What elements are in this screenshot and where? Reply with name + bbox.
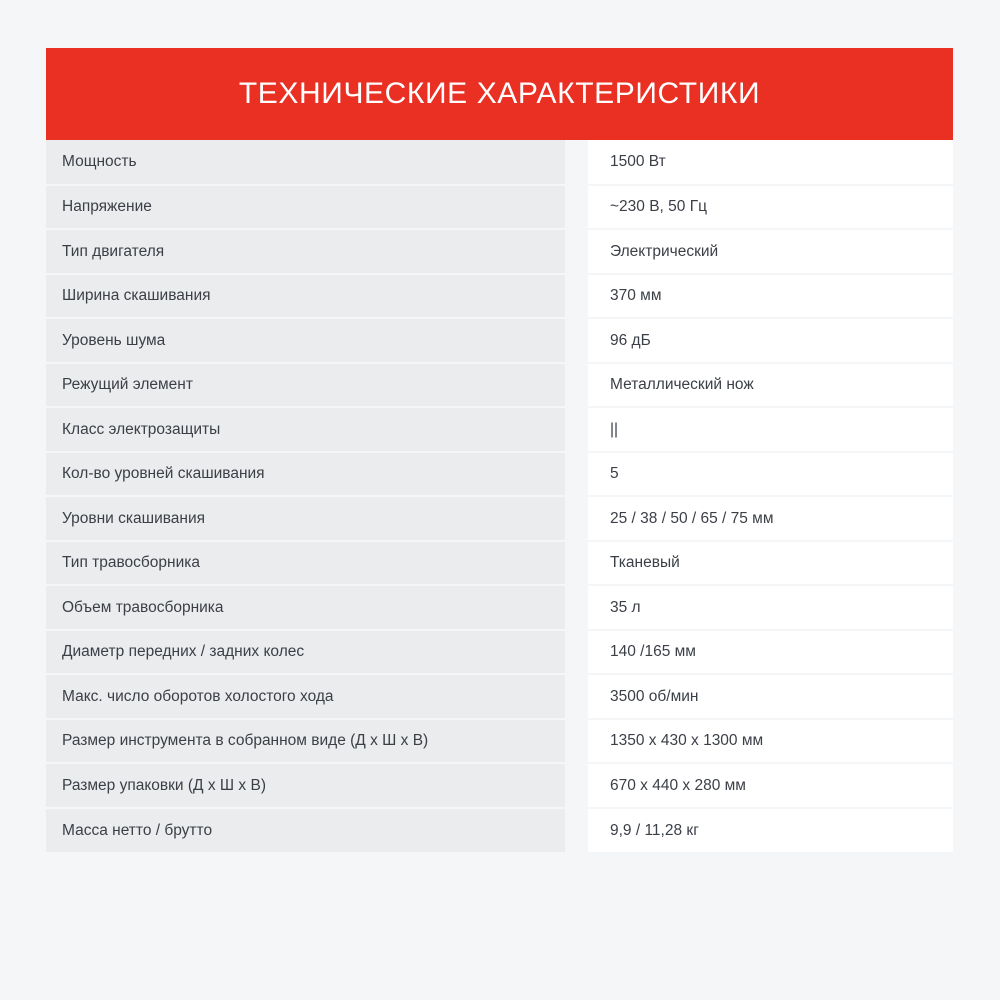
spec-label: Масса нетто / брутто bbox=[46, 808, 565, 853]
column-gap bbox=[565, 318, 588, 363]
spec-label: Размер упаковки (Д х Ш х В) bbox=[46, 763, 565, 808]
table-row bbox=[46, 229, 953, 274]
column-gap bbox=[565, 808, 588, 853]
table-row bbox=[46, 407, 953, 452]
table-row bbox=[46, 541, 953, 586]
spec-value: ~230 В, 50 Гц bbox=[588, 185, 953, 230]
specifications-header-banner bbox=[46, 48, 953, 140]
spec-label: Класс электрозащиты bbox=[46, 407, 565, 452]
spec-value: 370 мм bbox=[588, 274, 953, 319]
table-row bbox=[46, 763, 953, 808]
spec-value: Металлический нож bbox=[588, 363, 953, 408]
column-gap bbox=[565, 229, 588, 274]
table-row bbox=[46, 630, 953, 675]
spec-label: Режущий элемент bbox=[46, 363, 565, 408]
table-row bbox=[46, 363, 953, 408]
spec-value: Электрический bbox=[588, 229, 953, 274]
spec-label: Размер инструмента в собранном виде (Д х Ш х В) bbox=[46, 719, 565, 764]
spec-label: Мощность bbox=[46, 140, 565, 185]
column-gap bbox=[565, 496, 588, 541]
spec-value: 1500 Вт bbox=[588, 140, 953, 185]
spec-label: Напряжение bbox=[46, 185, 565, 230]
spec-value: 96 дБ bbox=[588, 318, 953, 363]
spec-value: 670 x 440 x 280 мм bbox=[588, 763, 953, 808]
table-row bbox=[46, 496, 953, 541]
table-row bbox=[46, 274, 953, 319]
column-gap bbox=[565, 585, 588, 630]
specifications-sheet bbox=[46, 48, 953, 852]
spec-label: Уровень шума bbox=[46, 318, 565, 363]
spec-label: Ширина скашивания bbox=[46, 274, 565, 319]
column-gap bbox=[565, 140, 588, 185]
spec-label: Объем травосборника bbox=[46, 585, 565, 630]
spec-label: Кол-во уровней скашивания bbox=[46, 452, 565, 497]
page-title: ТЕХНИЧЕСКИЕ ХАРАКТЕРИСТИКИ bbox=[238, 77, 761, 110]
table-row bbox=[46, 674, 953, 719]
spec-value: 9,9 / 11,28 кг bbox=[588, 808, 953, 853]
column-gap bbox=[565, 407, 588, 452]
table-row bbox=[46, 452, 953, 497]
spec-value: Тканевый bbox=[588, 541, 953, 586]
table-row bbox=[46, 808, 953, 853]
spec-value: 25 / 38 / 50 / 65 / 75 мм bbox=[588, 496, 953, 541]
column-gap bbox=[565, 452, 588, 497]
spec-value: || bbox=[588, 407, 953, 452]
specifications-table bbox=[46, 140, 953, 852]
spec-value: 140 /165 мм bbox=[588, 630, 953, 675]
column-gap bbox=[565, 363, 588, 408]
spec-value: 35 л bbox=[588, 585, 953, 630]
specifications-table-body bbox=[46, 140, 953, 852]
table-row bbox=[46, 585, 953, 630]
spec-label: Тип травосборника bbox=[46, 541, 565, 586]
column-gap bbox=[565, 674, 588, 719]
table-row bbox=[46, 318, 953, 363]
column-gap bbox=[565, 185, 588, 230]
spec-value: 5 bbox=[588, 452, 953, 497]
table-row bbox=[46, 140, 953, 185]
column-gap bbox=[565, 541, 588, 586]
spec-label: Уровни скашивания bbox=[46, 496, 565, 541]
spec-label: Тип двигателя bbox=[46, 229, 565, 274]
spec-value: 3500 об/мин bbox=[588, 674, 953, 719]
spec-value: 1350 x 430 x 1300 мм bbox=[588, 719, 953, 764]
spec-label: Макс. число оборотов холостого хода bbox=[46, 674, 565, 719]
spec-label: Диаметр передних / задних колес bbox=[46, 630, 565, 675]
column-gap bbox=[565, 719, 588, 764]
column-gap bbox=[565, 763, 588, 808]
table-row bbox=[46, 719, 953, 764]
column-gap bbox=[565, 274, 588, 319]
table-row bbox=[46, 185, 953, 230]
column-gap bbox=[565, 630, 588, 675]
